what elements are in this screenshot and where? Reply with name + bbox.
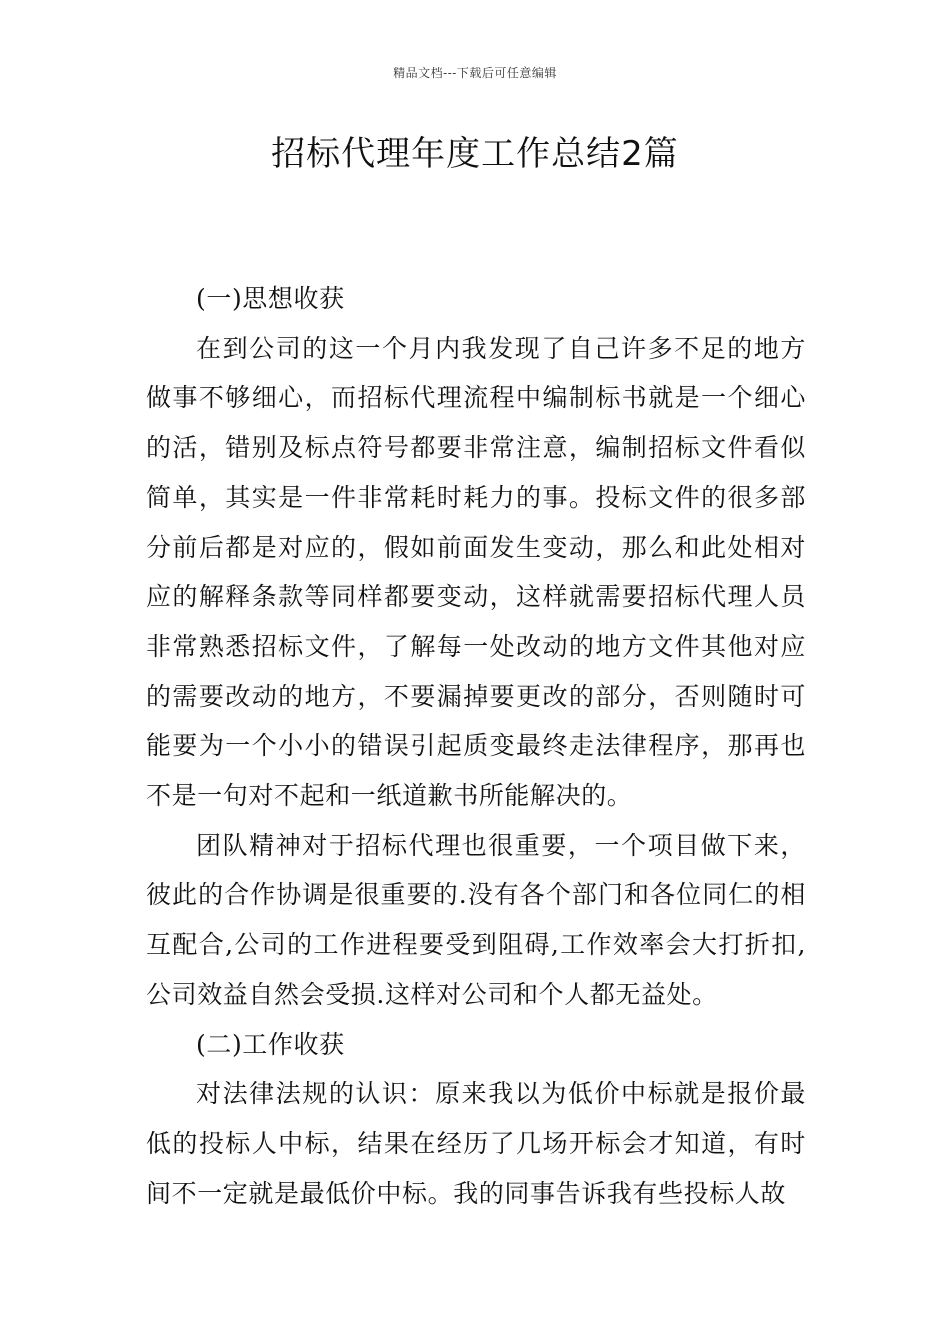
document-body	[146, 274, 806, 1218]
body-paragraph: 在到公司的这一个月内我发现了自己许多不足的地方做事不够细心，而招标代理流程中编制标书就是一个细心的活，错别及标点符号都要非常注意，编制招标文件看似简单，其实是一件非常耗时耗力的事。投标文件的很多部分前后都是对应的，假如前面发生变动，那么和此处相对应的解释条款等同样都要变动，这样就需要招标代理人员非常熟悉招标文件，了解每一处改动的地方文件其他对应的需要改动的地方，不要漏掉要更改的部分，否则随时可能要为一个小小的错误引起质变最终走法律程序，那再也不是一句对不起和一纸道歉书所能解决的。	[146, 333, 806, 811]
section-heading-work: (二)工作收获	[196, 1029, 345, 1059]
section-heading-thoughts: (一)思想收获	[196, 284, 345, 313]
body-paragraph: 对法律法规的认识：原来我以为低价中标就是报价最低的投标人中标，结果在经历了几场开标会才知道，有时间不一定就是最低价中标。我的同事告诉我有些投标人故	[146, 1079, 806, 1208]
body-paragraph: 团队精神对于招标代理也很重要，一个项目做下来，彼此的合作协调是很重要的.没有各个部门和各位同仁的相互配合,公司的工作进程要受到阻碍,工作效率会大打折扣,公司效益自然会受损.这样对公司和个人都无益处。	[146, 830, 806, 1009]
document-title: 招标代理年度工作总结2篇	[271, 134, 679, 174]
header-note: 精品文档---下载后可任意编辑	[393, 66, 557, 80]
